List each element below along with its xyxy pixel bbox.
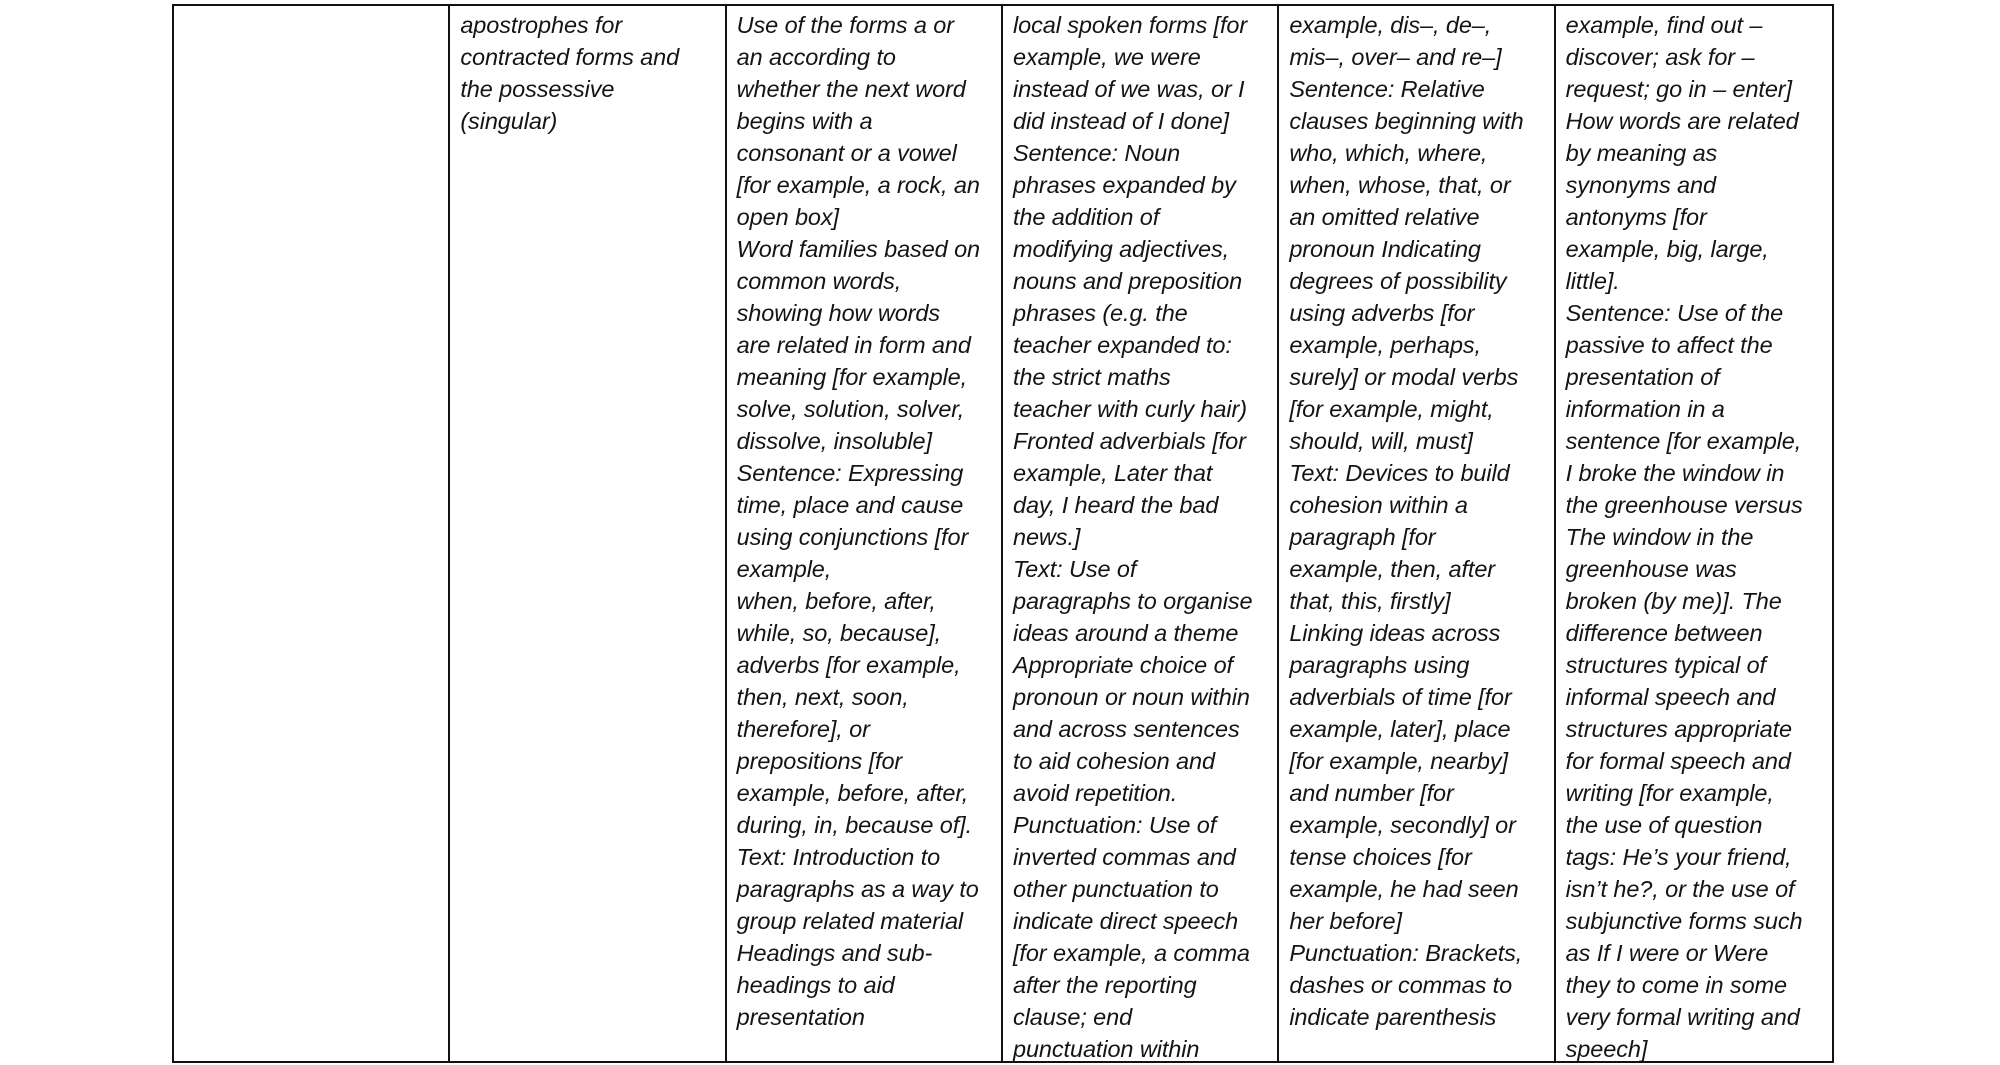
cell-text-line: headings to aid bbox=[736, 972, 895, 998]
cell-text-line: adverbs [for example, bbox=[736, 652, 961, 678]
cell-text-line: using adverbs [for bbox=[1289, 300, 1475, 326]
cell-text-line: tense choices [for bbox=[1289, 844, 1472, 870]
cell-text-line: then, next, soon, bbox=[736, 684, 909, 710]
cell-text-line: avoid repetition. bbox=[1012, 780, 1178, 806]
cell-text-line: pronoun Indicating bbox=[1289, 236, 1481, 262]
cell-text-line: speech] bbox=[1565, 1036, 1648, 1061]
cell-text-line: degrees of possibility bbox=[1289, 268, 1507, 294]
cell-text-line: her before] bbox=[1289, 908, 1402, 934]
cell-text-line: discover; ask for – bbox=[1565, 44, 1755, 70]
cell-text-line: instead of we was, or I bbox=[1012, 76, 1245, 102]
cell-text-line: surely] or modal verbs bbox=[1289, 364, 1519, 390]
cell-text-line: the use of question bbox=[1565, 812, 1763, 838]
table-column-1 bbox=[174, 6, 450, 1061]
cell-text-line: the possessive bbox=[460, 76, 615, 102]
cell-text-line: example, we were bbox=[1012, 44, 1201, 70]
table-column-6 bbox=[1556, 6, 1832, 1061]
cell-text-line: when, whose, that, or bbox=[1289, 172, 1511, 198]
cell-text-line: little]. bbox=[1565, 268, 1620, 294]
cell-text-line: showing how words bbox=[736, 300, 941, 326]
cell-text-line: example, secondly] or bbox=[1289, 812, 1516, 838]
cell-text-line: clauses beginning with bbox=[1289, 108, 1524, 134]
cell-text-line: Text: Devices to build bbox=[1289, 460, 1510, 486]
cell-text-line: punctuation within bbox=[1012, 1036, 1200, 1061]
cell-text-line: mis–, over– and re–] bbox=[1289, 44, 1502, 70]
cell-text-line: adverbials of time [for bbox=[1289, 684, 1512, 710]
cell-text-line: Text: Introduction to bbox=[736, 844, 941, 870]
cell-text-line: dashes or commas to bbox=[1289, 972, 1513, 998]
cell-text-line: they to come in some bbox=[1565, 972, 1787, 998]
cell-text-line: structures appropriate bbox=[1565, 716, 1793, 742]
cell-text-line: tags: He’s your friend, bbox=[1565, 844, 1792, 870]
cell-text-line: example, then, after bbox=[1289, 556, 1496, 582]
cell-text-line: apostrophes for bbox=[460, 12, 623, 38]
cell-text-line: example, later], place bbox=[1289, 716, 1511, 742]
cell-text-line: should, will, must] bbox=[1289, 428, 1473, 454]
cell-text-line: synonyms and bbox=[1565, 172, 1716, 198]
cell-text-line: cohesion within a bbox=[1289, 492, 1468, 518]
cell-text-line: request; go in – enter] bbox=[1565, 76, 1792, 102]
cell-text-line: therefore], or bbox=[736, 716, 870, 742]
cell-text-line: phrases expanded by bbox=[1012, 172, 1236, 198]
cell-text-line: structures typical of bbox=[1565, 652, 1766, 678]
cell-text-line: Sentence: Use of the bbox=[1565, 300, 1784, 326]
cell-text-line: difference between bbox=[1565, 620, 1763, 646]
table-column-5 bbox=[1279, 6, 1555, 1061]
cell-text-line: phrases (e.g. the bbox=[1012, 300, 1188, 326]
table-column-3 bbox=[727, 6, 1003, 1061]
cell-text-line: solve, solution, solver, bbox=[736, 396, 965, 422]
cell-text-line: Word families based on bbox=[736, 236, 981, 262]
cell-text-line: clause; end bbox=[1012, 1004, 1133, 1030]
cell-text-line: other punctuation to bbox=[1012, 876, 1219, 902]
cell-text-line: paragraph [for bbox=[1289, 524, 1436, 550]
cell-text-line: sentence [for example, bbox=[1565, 428, 1802, 454]
cell-text-line: and across sentences bbox=[1012, 716, 1240, 742]
cell-text-line: to aid cohesion and bbox=[1012, 748, 1215, 774]
cell-text-line: by meaning as bbox=[1565, 140, 1718, 166]
cell-text-line: passive to affect the bbox=[1565, 332, 1773, 358]
cell-text-line: are related in form and bbox=[736, 332, 971, 358]
cell-text-line: did instead of I done] bbox=[1012, 108, 1229, 134]
cell-text-line: indicate parenthesis bbox=[1289, 1004, 1497, 1030]
cell-text-line: broken (by me)]. The bbox=[1565, 588, 1782, 614]
cell-text-line: meaning [for example, bbox=[736, 364, 968, 390]
cell-text-line: [for example, nearby] bbox=[1289, 748, 1508, 774]
cell-text-line: example, bbox=[736, 556, 832, 582]
cell-text-line: consonant or a vowel bbox=[736, 140, 957, 166]
cell-text-line: contracted forms and bbox=[460, 44, 680, 70]
cell-text-line: dissolve, insoluble] bbox=[736, 428, 932, 454]
cell-text-line: example, big, large, bbox=[1565, 236, 1769, 262]
cell-text-line: the addition of bbox=[1012, 204, 1160, 230]
cell-text-line: paragraphs using bbox=[1289, 652, 1470, 678]
cell-text-line: Appropriate choice of bbox=[1012, 652, 1233, 678]
cell-text-line: teacher expanded to: bbox=[1012, 332, 1232, 358]
cell-text-line: presentation of bbox=[1565, 364, 1720, 390]
cell-text-line: inverted commas and bbox=[1012, 844, 1236, 870]
cell-text-line: [for example, might, bbox=[1289, 396, 1494, 422]
cell-text-line: group related material bbox=[736, 908, 964, 934]
cell-text-line: example, perhaps, bbox=[1289, 332, 1481, 358]
cell-text-line: Fronted adverbials [for bbox=[1012, 428, 1246, 454]
cell-text-line: Sentence: Relative bbox=[1289, 76, 1485, 102]
cell-text-line: the strict maths bbox=[1012, 364, 1171, 390]
cell-text-line: very formal writing and bbox=[1565, 1004, 1800, 1030]
cell-text-line: teacher with curly hair) bbox=[1012, 396, 1247, 422]
curriculum-table bbox=[172, 4, 1834, 1063]
cell-text-line: using conjunctions [for bbox=[736, 524, 969, 550]
cell-text-line: the greenhouse versus bbox=[1565, 492, 1803, 518]
cell-text-line: ideas around a theme bbox=[1012, 620, 1239, 646]
cell-text-line: indicate direct speech bbox=[1012, 908, 1239, 934]
cell-text-line: prepositions [for bbox=[736, 748, 903, 774]
cell-text-line: nouns and preposition bbox=[1012, 268, 1243, 294]
cell-text-line: for formal speech and bbox=[1565, 748, 1791, 774]
cell-text-line: Sentence: Noun bbox=[1012, 140, 1181, 166]
cell-text-line: isn’t he?, or the use of bbox=[1565, 876, 1795, 902]
cell-text-line: Headings and sub- bbox=[736, 940, 933, 966]
cell-text-line: Text: Use of bbox=[1012, 556, 1137, 582]
cell-text-line: during, in, because of]. bbox=[736, 812, 973, 838]
table-column-2 bbox=[450, 6, 726, 1061]
cell-text-line: an according to bbox=[736, 44, 896, 70]
cell-text-line: time, place and cause bbox=[736, 492, 964, 518]
cell-text-line: example, before, after, bbox=[736, 780, 969, 806]
cell-text-line: [for example, a comma bbox=[1012, 940, 1250, 966]
cell-text-line: greenhouse was bbox=[1565, 556, 1737, 582]
cell-text-line: informal speech and bbox=[1565, 684, 1776, 710]
cell-text-line: presentation bbox=[736, 1004, 865, 1030]
cell-text-line: How words are related bbox=[1565, 108, 1799, 134]
cell-text-line: Sentence: Expressing bbox=[736, 460, 964, 486]
cell-text-line: paragraphs to organise bbox=[1012, 588, 1253, 614]
cell-text-line: an omitted relative bbox=[1289, 204, 1480, 230]
cell-text-line: open box] bbox=[736, 204, 839, 230]
cell-text-line: example, he had seen bbox=[1289, 876, 1519, 902]
cell-text-line: subjunctive forms such bbox=[1565, 908, 1803, 934]
cell-text-line: after the reporting bbox=[1012, 972, 1197, 998]
cell-text-line: as If I were or Were bbox=[1565, 940, 1769, 966]
cell-text-line: local spoken forms [for bbox=[1012, 12, 1248, 38]
cell-text-line: example, find out – bbox=[1565, 12, 1763, 38]
cell-text-line: paragraphs as a way to bbox=[736, 876, 979, 902]
cell-text-line: news.] bbox=[1012, 524, 1081, 550]
cell-text-line: modifying adjectives, bbox=[1012, 236, 1230, 262]
cell-text-line: Use of the forms a or bbox=[736, 12, 954, 38]
cell-text-line: who, which, where, bbox=[1289, 140, 1488, 166]
cell-text-line: I broke the window in bbox=[1565, 460, 1785, 486]
cell-text-line: and number [for bbox=[1289, 780, 1454, 806]
cell-text-line: while, so, because], bbox=[736, 620, 942, 646]
cell-text-line: common words, bbox=[736, 268, 902, 294]
cell-text-line: example, dis–, de–, bbox=[1289, 12, 1492, 38]
cell-text-line: Punctuation: Brackets, bbox=[1289, 940, 1523, 966]
cell-text-line: (singular) bbox=[460, 108, 558, 134]
cell-text-line: day, I heard the bad bbox=[1012, 492, 1219, 518]
cell-text-line: Linking ideas across bbox=[1289, 620, 1501, 646]
cell-text-line: pronoun or noun within bbox=[1012, 684, 1250, 710]
cell-text-line: writing [for example, bbox=[1565, 780, 1774, 806]
cell-text-line: whether the next word bbox=[736, 76, 966, 102]
cell-text-line: The window in the bbox=[1565, 524, 1754, 550]
cell-text-line: when, before, after, bbox=[736, 588, 936, 614]
cell-text-line: antonyms [for bbox=[1565, 204, 1707, 230]
cell-text-line: begins with a bbox=[736, 108, 873, 134]
cell-text-line: example, Later that bbox=[1012, 460, 1213, 486]
cell-text-line: that, this, firstly] bbox=[1289, 588, 1451, 614]
table-column-4 bbox=[1003, 6, 1279, 1061]
cell-text-line: [for example, a rock, an bbox=[736, 172, 980, 198]
cell-text-line: information in a bbox=[1565, 396, 1725, 422]
cell-text-line: Punctuation: Use of bbox=[1012, 812, 1217, 838]
